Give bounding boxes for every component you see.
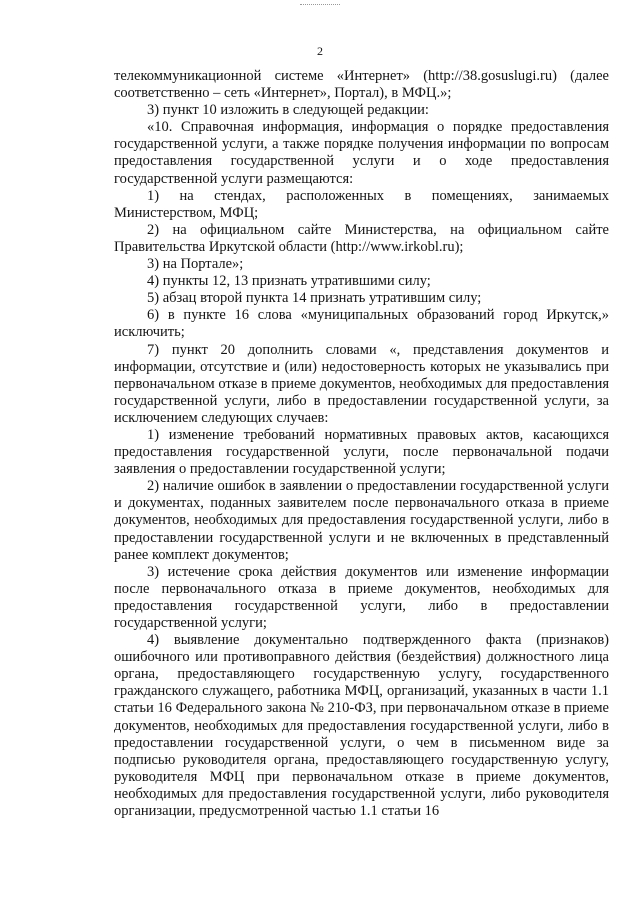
paragraph: 3) истечение срока действия документов или изменение информации после первоначального отказа в приеме документов, необходимых для предоставления государственной услуги, либо в предоставлении государственной услуги; — [114, 563, 609, 631]
paragraph: 4) выявление документально подтвержденного факта (признаков) ошибочного или противоправного действия (бездействия) должностного лица органа, предоставляющего государственную услугу, государственного гражданского служащего, работника МФЦ, организаций, указанных в части 1.1 статьи 16 Федерального закона № 210-ФЗ, при первоначальном отказе в приеме документов, необходимых для предоставления государственной услуги, либо в предоставлении государственной услуги, о чем в письменном виде за подписью руководителя органа, предоставляющего государственную услугу, руководителя МФЦ при первоначальном отказе в приеме документов, необходимых для предоставления государственной услуги, либо руководителя организации, предусмотренной частью 1.1 статьи 16 — [114, 632, 609, 820]
document-body — [114, 68, 609, 820]
paragraph: 2) на официальном сайте Министерства, на официальном сайте Правительства Иркутской области (http://www.irkobl.ru); — [114, 221, 609, 255]
paragraph: 2) наличие ошибок в заявлении о предоставлении государственной услуги и документах, поданных заявителем после первоначального отказа в приеме документов, необходимых для предоставления государственной услуги, либо в предоставлении государственной услуги и не включенных в представленный ранее комплект документов; — [114, 478, 609, 563]
paragraph: 7) пункт 20 дополнить словами «, представления документов и информации, отсутствие и (или) недостоверность которых не указывались при первоначальном отказе в приеме документов, необходимых для предоставления государственной услуги, либо в предоставлении государственной услуги, за исключением следующих случаев: — [114, 341, 609, 426]
paragraph: 1) изменение требований нормативных правовых актов, касающихся предоставления государственной услуги, после первоначальной подачи заявления о предоставлении государственной услуги; — [114, 426, 609, 478]
paragraph: телекоммуникационной системе «Интернет» (http://38.gosuslugi.ru) (далее соответственно – сеть «Интернет», Портал), в МФЦ.»; — [114, 68, 609, 102]
paragraph: 3) пункт 10 изложить в следующей редакции: — [147, 102, 429, 119]
paragraph: 1) на стендах, расположенных в помещениях, занимаемых Министерством, МФЦ; — [114, 187, 609, 221]
paragraph: 6) в пункте 16 слова «муниципальных образований город Иркутск,» исключить; — [114, 307, 609, 341]
page-number: 2 — [317, 44, 323, 58]
paragraph: 4) пункты 12, 13 признать утратившими силу; — [147, 273, 431, 290]
paragraph: 5) абзац второй пункта 14 признать утратившим силу; — [147, 290, 482, 307]
paragraph: 3) на Портале»; — [147, 256, 244, 273]
paragraph: «10. Справочная информация, информация о порядке предоставления государственной услуги, а также порядке получения информации по вопросам предоставления государственной услуги и о ходе предоставления государственной услуги размещаются: — [114, 119, 609, 187]
scan-mark — [300, 4, 340, 7]
